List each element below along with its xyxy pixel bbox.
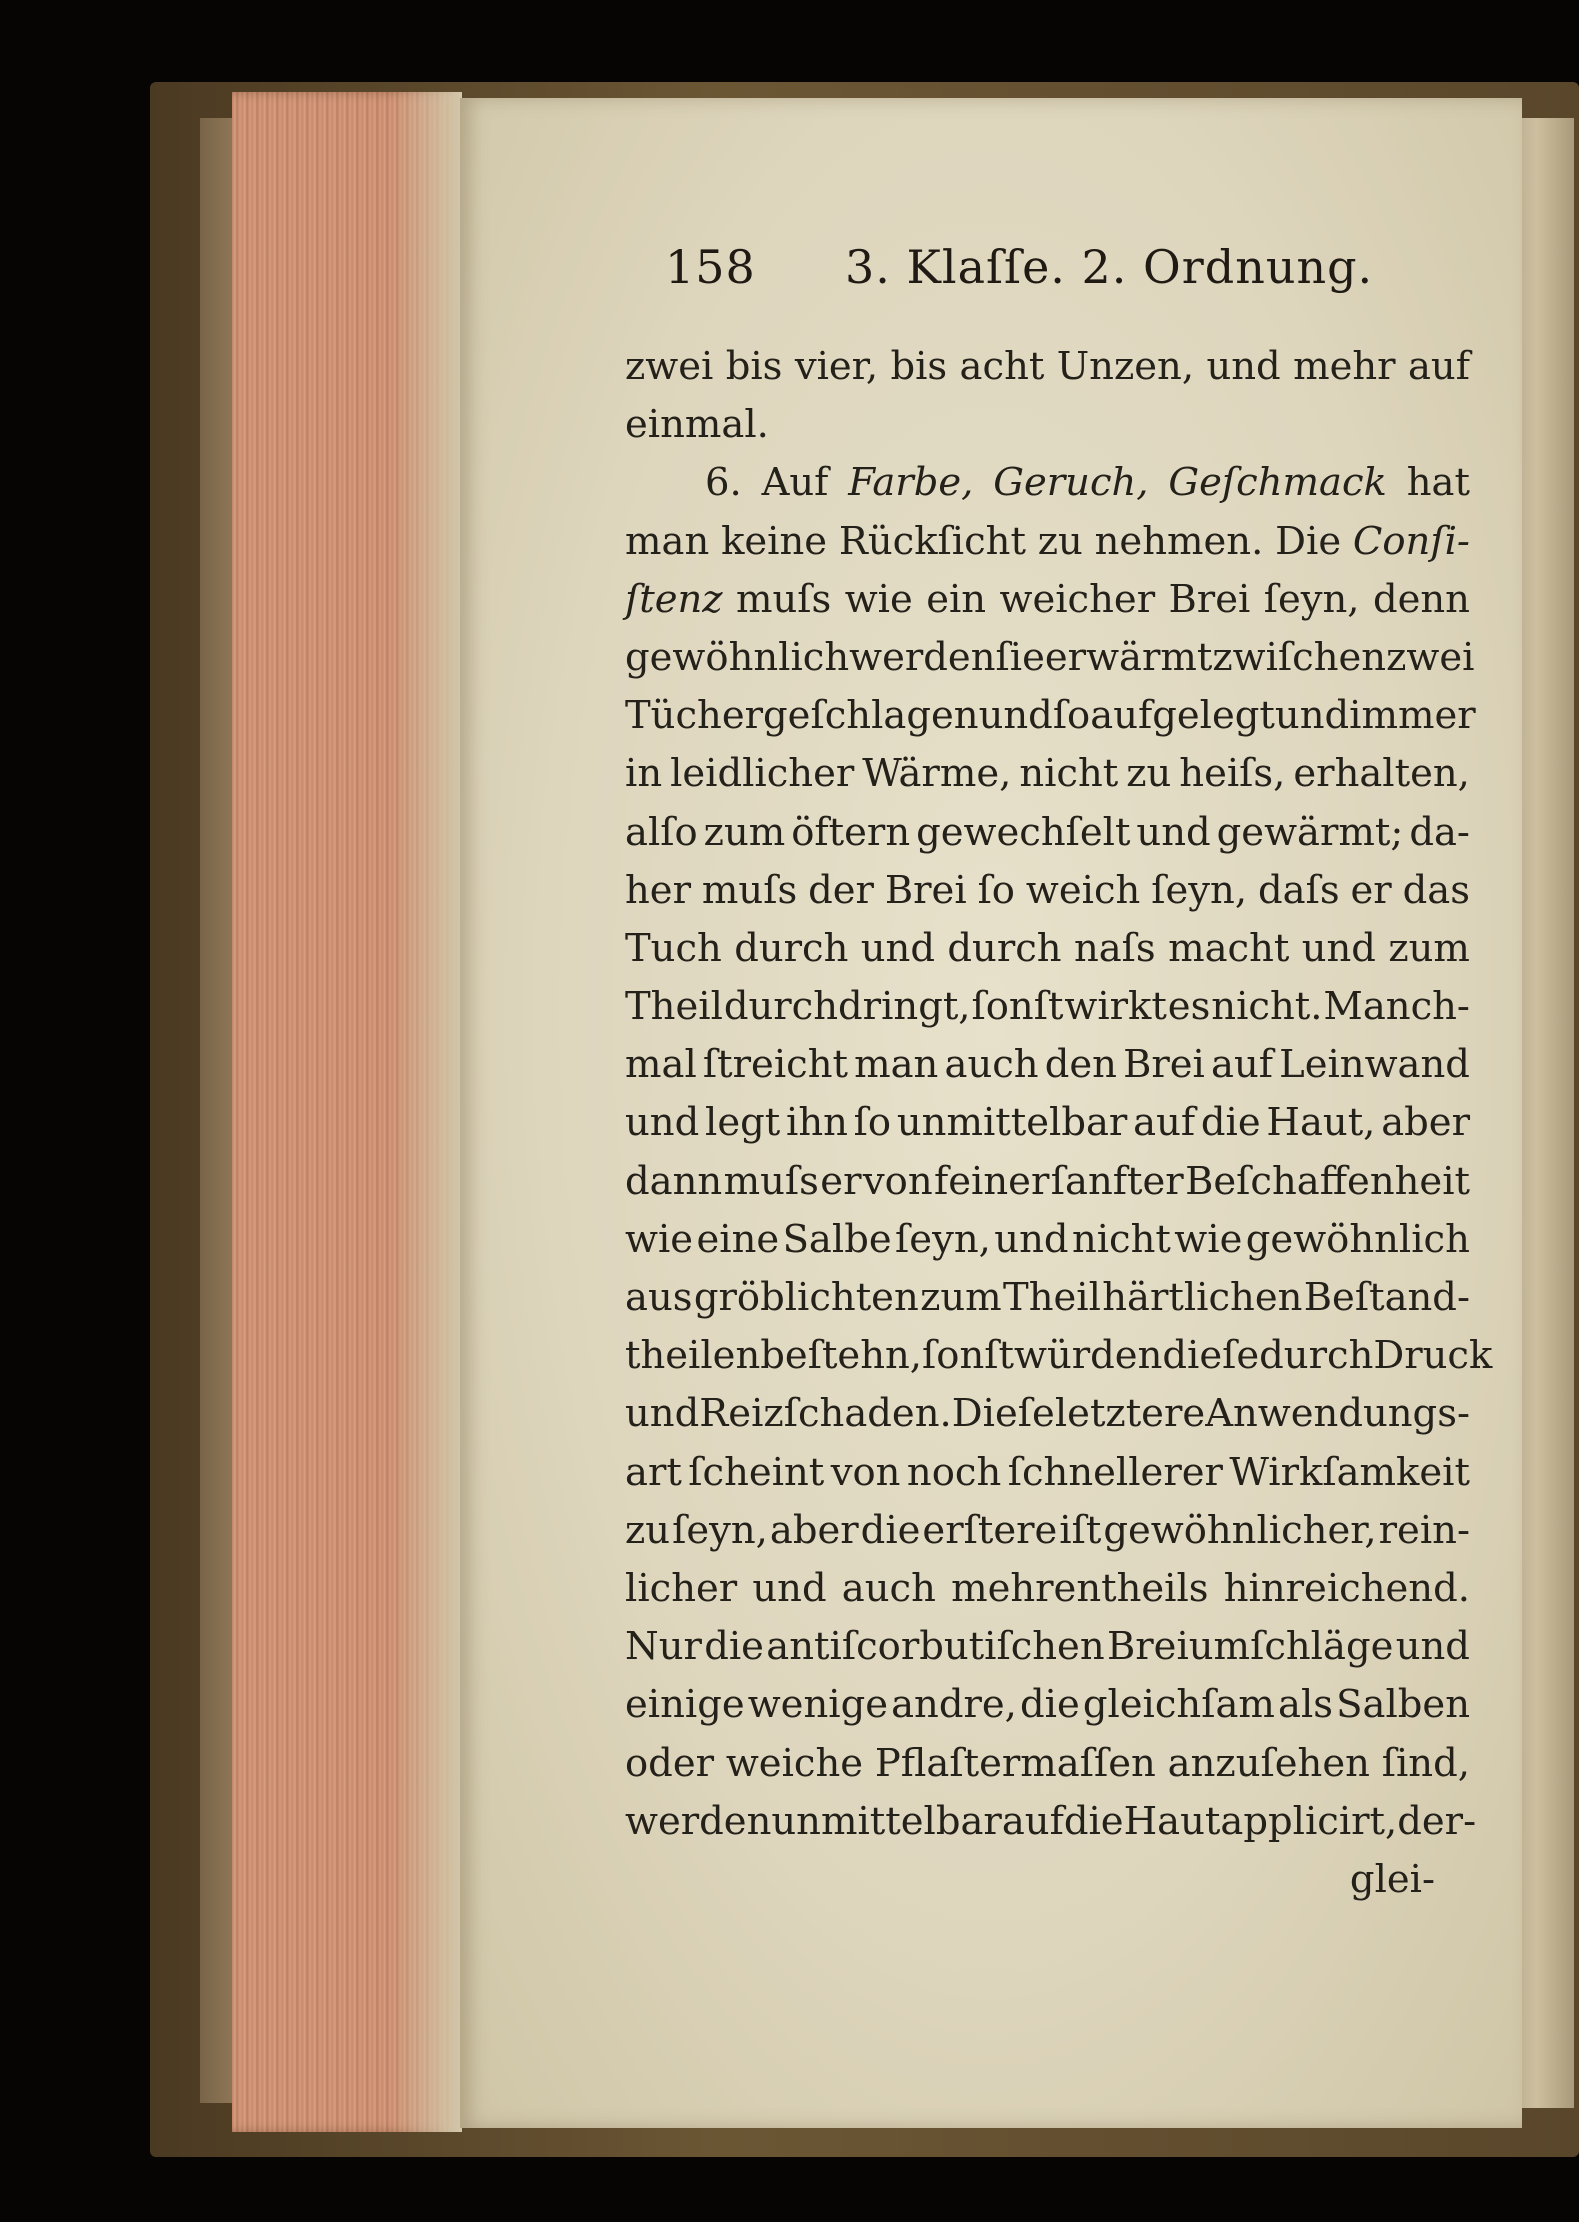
word: ſchnellerer bbox=[1007, 1449, 1223, 1495]
text-line bbox=[625, 1676, 1470, 1734]
word: aus bbox=[625, 1275, 693, 1320]
word: Druck bbox=[1373, 1333, 1493, 1379]
word: zwei bbox=[625, 344, 714, 389]
word: ſeyn, bbox=[895, 1216, 991, 1262]
word: durch bbox=[1259, 1333, 1374, 1379]
text-line bbox=[625, 338, 1470, 396]
word: ſo bbox=[853, 1100, 892, 1146]
word: werden bbox=[849, 634, 996, 680]
text-line bbox=[625, 1094, 1470, 1152]
word: härtlichen bbox=[1102, 1275, 1303, 1320]
text-line bbox=[625, 687, 1476, 745]
word: iſt bbox=[1059, 1507, 1102, 1553]
word: nicht bbox=[1019, 751, 1119, 797]
word: da- bbox=[1409, 809, 1470, 855]
word: ſchaden. bbox=[783, 1391, 952, 1437]
word: von bbox=[862, 1158, 933, 1204]
word: muſs bbox=[701, 867, 798, 913]
word: Geruch, bbox=[993, 460, 1149, 506]
word: ſeyn, bbox=[1263, 576, 1360, 622]
word: Conſi- bbox=[1352, 518, 1470, 564]
word: durch bbox=[734, 925, 849, 971]
word: und bbox=[1274, 693, 1350, 739]
word: aufgelegt bbox=[1090, 693, 1275, 739]
word: zu bbox=[625, 1507, 671, 1553]
word: Auf bbox=[761, 460, 829, 506]
word: auf bbox=[1211, 1042, 1273, 1088]
text-line bbox=[625, 1618, 1470, 1676]
word: die bbox=[860, 1507, 921, 1553]
catchword-line bbox=[625, 1851, 1470, 1909]
word: weich bbox=[1025, 867, 1141, 913]
word: macht bbox=[1168, 925, 1290, 971]
word: und bbox=[1136, 809, 1211, 855]
text-line bbox=[625, 804, 1470, 862]
word: der- bbox=[1397, 1798, 1477, 1844]
word: dieſe bbox=[1162, 1333, 1260, 1379]
text-line bbox=[625, 1444, 1470, 1502]
text-line bbox=[625, 862, 1470, 920]
word: mehr bbox=[1293, 344, 1396, 389]
word: wirkt bbox=[1064, 984, 1167, 1030]
word: und bbox=[625, 1391, 700, 1437]
word: und bbox=[752, 1565, 827, 1611]
word: auch bbox=[944, 1042, 1039, 1088]
word: gewöhnlich bbox=[1245, 1216, 1470, 1262]
word: erwärmt bbox=[1044, 634, 1213, 680]
text-line bbox=[625, 1153, 1470, 1211]
word: andre, bbox=[891, 1682, 1017, 1728]
word: denn bbox=[1372, 576, 1470, 622]
page-header bbox=[665, 240, 1425, 310]
word: hat bbox=[1406, 460, 1470, 506]
word: Reiz bbox=[699, 1391, 784, 1437]
word: ſtreicht bbox=[702, 1042, 848, 1088]
word: theilen bbox=[625, 1333, 761, 1379]
word: mal bbox=[625, 1042, 697, 1088]
text-line bbox=[625, 454, 1470, 512]
word: die bbox=[704, 1624, 764, 1670]
text-line bbox=[625, 745, 1470, 803]
word: alſo bbox=[625, 809, 698, 855]
word: Wärme, bbox=[862, 751, 1012, 797]
word: ein bbox=[926, 576, 987, 622]
word: eine bbox=[696, 1216, 780, 1262]
text-line bbox=[625, 920, 1470, 978]
word: rein- bbox=[1378, 1507, 1470, 1553]
word: Geſchmack bbox=[1168, 460, 1387, 506]
word: man bbox=[625, 518, 710, 564]
text-line bbox=[625, 629, 1475, 687]
word: auf bbox=[1133, 1100, 1196, 1146]
word: applicirt, bbox=[1220, 1798, 1398, 1844]
word: Unzen, bbox=[1056, 344, 1195, 389]
word: zu bbox=[1037, 518, 1083, 564]
word: hinreichend. bbox=[1223, 1565, 1470, 1611]
word: und bbox=[860, 925, 936, 971]
word: auf bbox=[1001, 1798, 1064, 1844]
word: Tücher bbox=[625, 693, 764, 739]
word: noch bbox=[906, 1449, 1002, 1495]
word: und bbox=[625, 1100, 700, 1146]
word: der bbox=[808, 867, 874, 913]
word: Tuch bbox=[625, 925, 722, 971]
word: werden bbox=[625, 1798, 772, 1844]
word: Beſtand- bbox=[1303, 1275, 1470, 1320]
word: Leinwand bbox=[1279, 1042, 1470, 1088]
word: zu bbox=[1126, 751, 1172, 797]
word: weicher bbox=[999, 576, 1156, 622]
word: Anwendungs- bbox=[1205, 1391, 1470, 1437]
word: ſonſt bbox=[971, 984, 1064, 1030]
word: öftern bbox=[791, 809, 911, 855]
word: und bbox=[978, 693, 1053, 739]
text-line bbox=[625, 513, 1470, 571]
word: Breiumſchläge bbox=[1106, 1624, 1394, 1670]
word: aber bbox=[1381, 1100, 1470, 1146]
word: bis bbox=[890, 344, 948, 389]
word: durch bbox=[947, 925, 1062, 971]
text-line bbox=[625, 1385, 1470, 1443]
word: auf bbox=[1407, 344, 1470, 389]
word: muſs bbox=[723, 1158, 819, 1204]
word: die bbox=[1063, 1798, 1124, 1844]
word: ihn bbox=[786, 1100, 848, 1146]
word: gröblichten bbox=[693, 1275, 919, 1320]
text-line bbox=[625, 1211, 1470, 1269]
word: nicht bbox=[1071, 1216, 1171, 1262]
word: zum bbox=[1388, 925, 1470, 971]
word: licher bbox=[625, 1565, 738, 1611]
text-line bbox=[625, 1793, 1477, 1851]
word: Haut bbox=[1123, 1798, 1221, 1844]
word: Wirkſamkeit bbox=[1229, 1449, 1470, 1495]
word: gewechſelt bbox=[916, 809, 1131, 855]
word: acht bbox=[959, 344, 1045, 389]
word: zum bbox=[703, 809, 786, 855]
word: anzuſehen bbox=[1167, 1740, 1370, 1786]
running-title: 3. Klaſſe. 2. Ordnung. bbox=[845, 240, 1374, 294]
word: Brei bbox=[884, 867, 967, 913]
word: mehrentheils bbox=[951, 1565, 1209, 1611]
word: bis bbox=[725, 344, 783, 389]
word: durchdringt, bbox=[723, 984, 971, 1030]
word: Manch- bbox=[1323, 984, 1470, 1030]
word: letztere bbox=[1054, 1391, 1206, 1437]
word: gleichſam bbox=[1082, 1682, 1275, 1728]
word: feiner bbox=[934, 1158, 1050, 1204]
word: weiche bbox=[725, 1740, 864, 1786]
word: Dieſe bbox=[951, 1391, 1055, 1437]
word: erſtere bbox=[922, 1507, 1058, 1553]
word: unmittelbar bbox=[771, 1798, 1002, 1844]
word: die bbox=[1019, 1682, 1080, 1728]
word: Brei bbox=[1123, 1042, 1205, 1088]
word: ſeyn, bbox=[672, 1507, 768, 1553]
word: ſo bbox=[1052, 693, 1091, 739]
word: Pflaſtermaſſen bbox=[874, 1740, 1156, 1786]
word: Farbe, bbox=[848, 460, 974, 506]
word: keine bbox=[721, 518, 828, 564]
word: vier, bbox=[794, 344, 879, 389]
word: wenige bbox=[747, 1682, 888, 1728]
word: ſtenz bbox=[625, 576, 723, 622]
word: 6. bbox=[705, 460, 742, 506]
word: wie bbox=[1174, 1216, 1243, 1262]
text-line bbox=[625, 1735, 1470, 1793]
text-line bbox=[625, 571, 1470, 629]
word: ſcheint bbox=[688, 1449, 825, 1495]
word: ſonſt bbox=[922, 1333, 1014, 1379]
text-line bbox=[625, 396, 1470, 454]
text-line bbox=[625, 1560, 1470, 1618]
word: und bbox=[1206, 344, 1281, 389]
word: aber bbox=[769, 1507, 859, 1553]
word: zum bbox=[920, 1275, 1002, 1320]
word: legt bbox=[705, 1100, 781, 1146]
word: es bbox=[1167, 984, 1211, 1030]
page-number: 158 bbox=[665, 240, 756, 294]
word: auch bbox=[841, 1565, 936, 1611]
word: gewöhnlicher, bbox=[1103, 1507, 1377, 1553]
word: Rückſicht bbox=[838, 518, 1026, 564]
word: die bbox=[1200, 1100, 1261, 1146]
word: art bbox=[625, 1449, 682, 1495]
text-line bbox=[625, 1327, 1493, 1385]
word: Brei bbox=[1168, 576, 1251, 622]
word: und bbox=[994, 1216, 1069, 1262]
word: ſanfter bbox=[1050, 1158, 1184, 1204]
word: ſeyn, bbox=[1151, 867, 1248, 913]
word: antiſcorbutiſchen bbox=[766, 1624, 1105, 1670]
word: ſo bbox=[977, 867, 1015, 913]
word: zwei bbox=[1386, 634, 1475, 680]
word: immer bbox=[1349, 693, 1476, 739]
word: er bbox=[1350, 867, 1392, 913]
word: er bbox=[820, 1158, 862, 1204]
word: Haut, bbox=[1266, 1100, 1376, 1146]
text-line bbox=[625, 978, 1470, 1036]
word: in bbox=[625, 751, 663, 797]
word: von bbox=[830, 1449, 901, 1495]
word: als bbox=[1278, 1682, 1334, 1728]
word: Theil bbox=[1003, 1275, 1101, 1320]
word: wie bbox=[844, 576, 913, 622]
word: Die bbox=[1275, 518, 1342, 564]
word: naſs bbox=[1073, 925, 1156, 971]
word: muſs bbox=[736, 576, 832, 622]
word: zwiſchen bbox=[1212, 634, 1387, 680]
word: man bbox=[854, 1042, 939, 1088]
word: gewöhnlich bbox=[625, 634, 850, 680]
word: her bbox=[625, 867, 691, 913]
word: wie bbox=[625, 1216, 694, 1262]
word: und bbox=[1395, 1624, 1470, 1670]
text-line bbox=[625, 1269, 1470, 1327]
word: Salbe bbox=[782, 1216, 892, 1262]
word: glei- bbox=[1349, 1856, 1435, 1902]
word: dann bbox=[625, 1158, 723, 1204]
word: unmittelbar bbox=[896, 1100, 1128, 1146]
word: den bbox=[1044, 1042, 1117, 1088]
word: daſs bbox=[1257, 867, 1340, 913]
word: Salben bbox=[1336, 1682, 1470, 1728]
body-text bbox=[625, 338, 1493, 1909]
word: gewärmt; bbox=[1216, 809, 1404, 855]
word: leidlicher bbox=[670, 751, 855, 797]
word: erhalten, bbox=[1293, 751, 1470, 797]
word: nicht. bbox=[1211, 984, 1323, 1030]
word: das bbox=[1402, 867, 1470, 913]
word: nehmen. bbox=[1094, 518, 1264, 564]
word: Theil bbox=[625, 984, 723, 1030]
word: oder bbox=[625, 1740, 715, 1786]
word: geſchlagen bbox=[763, 693, 979, 739]
word: Nur bbox=[625, 1624, 702, 1670]
word: heiſs, bbox=[1179, 751, 1286, 797]
word: einmal. bbox=[625, 402, 769, 448]
word: ſind, bbox=[1381, 1740, 1470, 1786]
text-line bbox=[625, 1502, 1470, 1560]
word: ſie bbox=[995, 634, 1045, 680]
text-line bbox=[625, 1036, 1470, 1094]
word: beſtehn, bbox=[760, 1333, 923, 1379]
word: einige bbox=[625, 1682, 745, 1728]
word: und bbox=[1301, 925, 1376, 971]
page-block-edges bbox=[232, 92, 462, 2132]
word: würden bbox=[1013, 1333, 1163, 1379]
word: Beſchaffenheit bbox=[1185, 1158, 1470, 1204]
